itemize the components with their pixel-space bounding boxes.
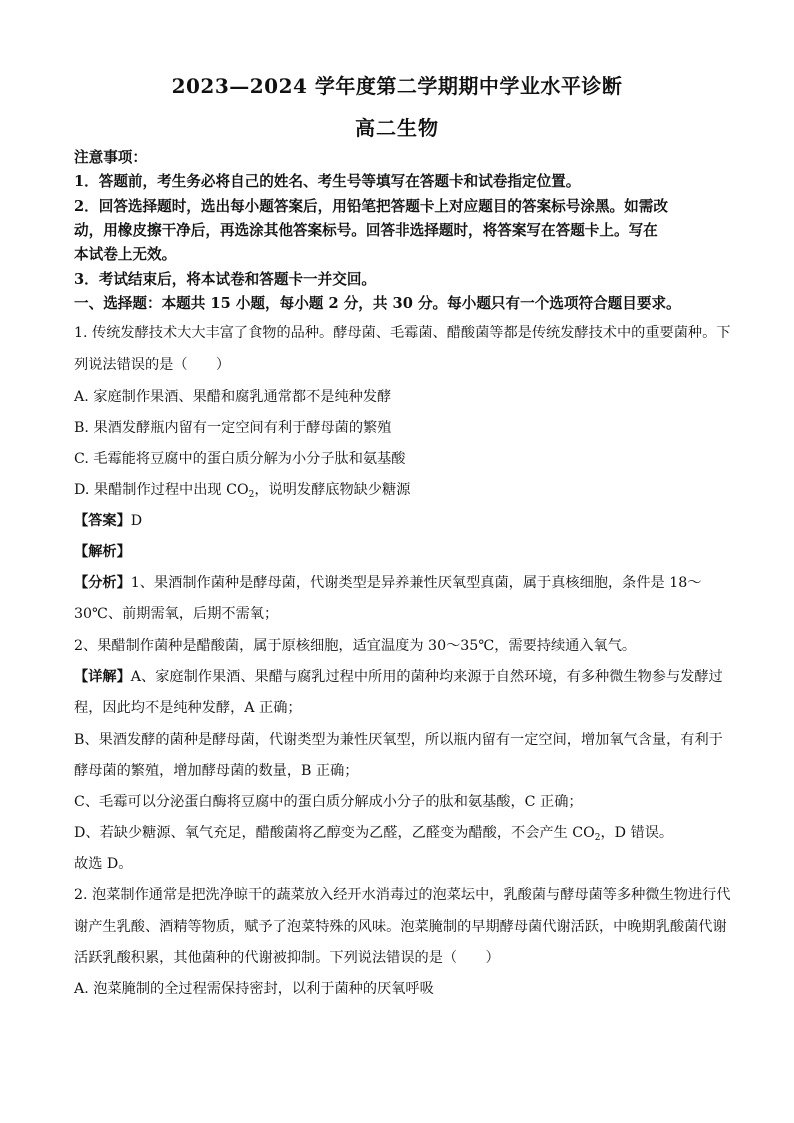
answer-tag: 【答案】 — [74, 513, 131, 529]
q2-stem-line-1: 2. 泡菜制作通常是把洗净晾干的蔬菜放入经开水消毒过的泡菜坛中，乳酸菌与酵母菌等多种微生物进行代 — [74, 887, 731, 903]
subject-title: 高二生物 — [355, 116, 439, 140]
q1-analysis-tag: 【解析】 — [74, 544, 131, 560]
q1-option-b: B. 果酒发酵瓶内留有一定空间有利于酵母菌的繁殖 — [74, 420, 392, 436]
q1-detail-line-4: 酵母菌的繁殖，增加酵母菌的数量，B 正确； — [74, 763, 359, 779]
q1-option-d: D. 果醋制作过程中出现 $CO_2$，说明发酵底物缺少糖源 — [74, 482, 411, 500]
q1-detail-line-1: 【详解】A、家庭制作果酒、果醋与腐乳过程中所用的菌种均来源于自然环境，有多种微生物参与发酵过 — [74, 669, 723, 685]
answer-value: D — [130, 513, 143, 529]
notice-heading: 注意事项： — [74, 149, 147, 166]
q1-fenxi-line-1: 【分析】1、果酒制作菌种是酵母菌，代谢类型是异养兼性厌氧型真菌，属于真核细胞，条件是 18～ — [74, 575, 702, 591]
notice-item-1: 1．答题前，考生务必将自己的姓名、考生号等填写在答题卡和试卷指定位置。 — [74, 173, 581, 190]
q1-detail-line-6: D、若缺少糖源、氧气充足，醋酸菌将乙醇变为乙醛，乙醛变为醋酸，不会产生 $CO_2$，D 错误。 — [74, 825, 674, 843]
q1-option-a: A. 家庭制作果酒、果醋和腐乳通常都不是纯种发酵 — [74, 389, 392, 405]
notice-item-2-line-3: 本试卷上无效。 — [74, 246, 177, 263]
q1-fenxi-line-2: 30℃、前期需氧，后期不需氧； — [74, 606, 279, 622]
q1-detail-line-2: 程，因此均不是纯种发酵，A 正确； — [74, 700, 302, 716]
section-1-heading: 一、选择题：本题共 15 小题，每小题 2 分，共 30 分。每小题只有一个选项符合题目要求。 — [74, 295, 681, 312]
q1-detail-line-3: B、果酒发酵的菌种是酵母菌，代谢类型为兼性厌氧型，所以瓶内留有一定空间，增加氧气含量，有利于 — [74, 732, 723, 748]
q1-detail-line-5: C、毛霉可以分泌蛋白酶将豆腐中的蛋白质分解成小分子的肽和氨基酸，C 正确； — [74, 794, 583, 810]
q1-answer — [74, 512, 724, 530]
notice-item-3: 3．考试结束后，将本试卷和答题卡一并交回。 — [74, 271, 377, 288]
notice-item-2-line-1: 2．回答选择题时，选出每小题答案后，用铅笔把答题卡上对应题目的答案标号涂黑。如需改 — [74, 198, 668, 215]
q1-stem-line-1: 1. 传统发酵技术大大丰富了食物的品种。酵母菌、毛霉菌、醋酸菌等都是传统发酵技术中的重要菌种。下 — [74, 325, 731, 341]
q2-option-a: A. 泡菜腌制的全过程需保持密封，以利于菌种的厌氧呼吸 — [74, 981, 434, 997]
q1-fenxi-line-3: 2、果醋制作菌种是醋酸菌，属于原核细胞，适宜温度为 30～35℃，需要持续通入氧气。 — [74, 638, 637, 654]
q1-stem-line-2: 列说法错误的是（ ） — [74, 357, 231, 373]
q2-stem-line-3: 活跃乳酸积累，其他菌种的代谢被抑制。下列说法错误的是（ ） — [74, 950, 500, 966]
q1-option-c: C. 毛霉能将豆腐中的蛋白质分解为小分子肽和氨基酸 — [74, 451, 406, 467]
notice-item-2-line-2: 动，用橡皮擦干净后，再选涂其他答案标号。回答非选择题时，将答案写在答题卡上。写在 — [74, 222, 658, 239]
q1-conclusion: 故选 D。 — [74, 856, 133, 872]
q2-stem-line-2: 谢产生乳酸、酒精等物质，赋予了泡菜特殊的风味。泡菜腌制的早期酵母菌代谢活跃，中晚期乳酸菌代谢 — [74, 919, 727, 935]
exam-title: 2023—2024 学年度第二学期期中学业水平诊断 — [171, 74, 623, 98]
